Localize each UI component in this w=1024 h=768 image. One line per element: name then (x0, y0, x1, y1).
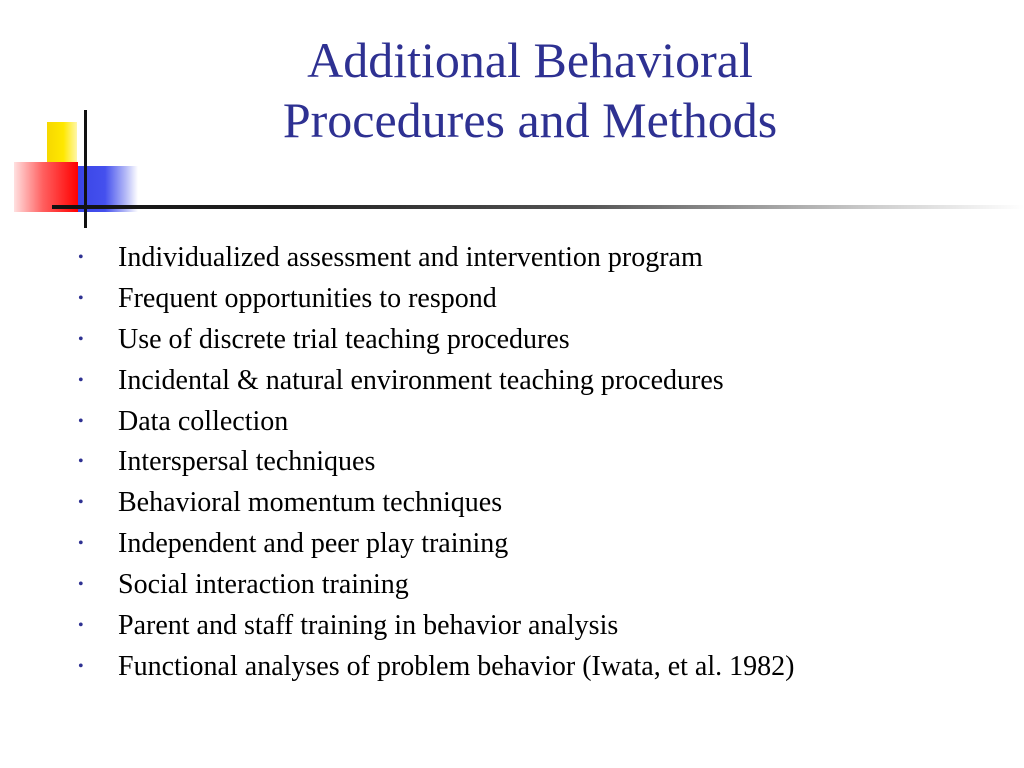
slide-title (140, 30, 920, 150)
list-item (72, 483, 992, 524)
list-item-text: Data collection (118, 405, 289, 437)
bullet-icon: • (78, 535, 84, 553)
list-item-text: Incidental & natural environment teaching procedures (118, 364, 724, 396)
bullet-icon: • (78, 453, 84, 471)
bullet-icon: • (78, 371, 84, 389)
list-item-text: Functional analyses of problem behavior (Iwata, et al. 1982) (118, 650, 795, 682)
list-item-text: Social interaction training (118, 569, 409, 601)
list-item (72, 647, 992, 688)
list-item (72, 606, 992, 647)
bullet-icon: • (78, 412, 84, 430)
list-item-text: Use of discrete trial teaching procedures (118, 323, 570, 355)
list-item-text: Behavioral momentum techniques (118, 487, 503, 519)
title-line-1: Additional Behavioral (307, 32, 753, 88)
bullet-icon: • (78, 494, 84, 512)
yellow-square-decoration (47, 122, 77, 166)
bullet-icon: • (78, 249, 84, 266)
list-item (72, 320, 992, 361)
vertical-rule-decoration (84, 110, 87, 228)
list-item (72, 361, 992, 402)
horizontal-rule (52, 205, 1024, 209)
list-item (72, 524, 992, 565)
list-item (72, 238, 992, 279)
title-line-2: Procedures and Methods (282, 92, 778, 148)
list-item-text: Individualized assessment and intervention program (118, 242, 703, 273)
list-item-text: Interspersal techniques (118, 446, 376, 478)
list-item (72, 279, 992, 320)
bullet-icon: • (78, 617, 84, 635)
list-item (72, 402, 992, 443)
bullet-list (72, 238, 992, 688)
bullet-icon: • (78, 576, 84, 594)
bullet-icon: • (78, 330, 84, 348)
bullet-icon: • (78, 289, 84, 307)
list-item-text: Independent and peer play training (118, 528, 509, 560)
list-item (72, 565, 992, 606)
bullet-icon: • (78, 657, 84, 675)
list-item-text: Parent and staff training in behavior analysis (118, 610, 619, 642)
list-item (72, 442, 992, 483)
list-item-text: Frequent opportunities to respond (118, 282, 497, 314)
